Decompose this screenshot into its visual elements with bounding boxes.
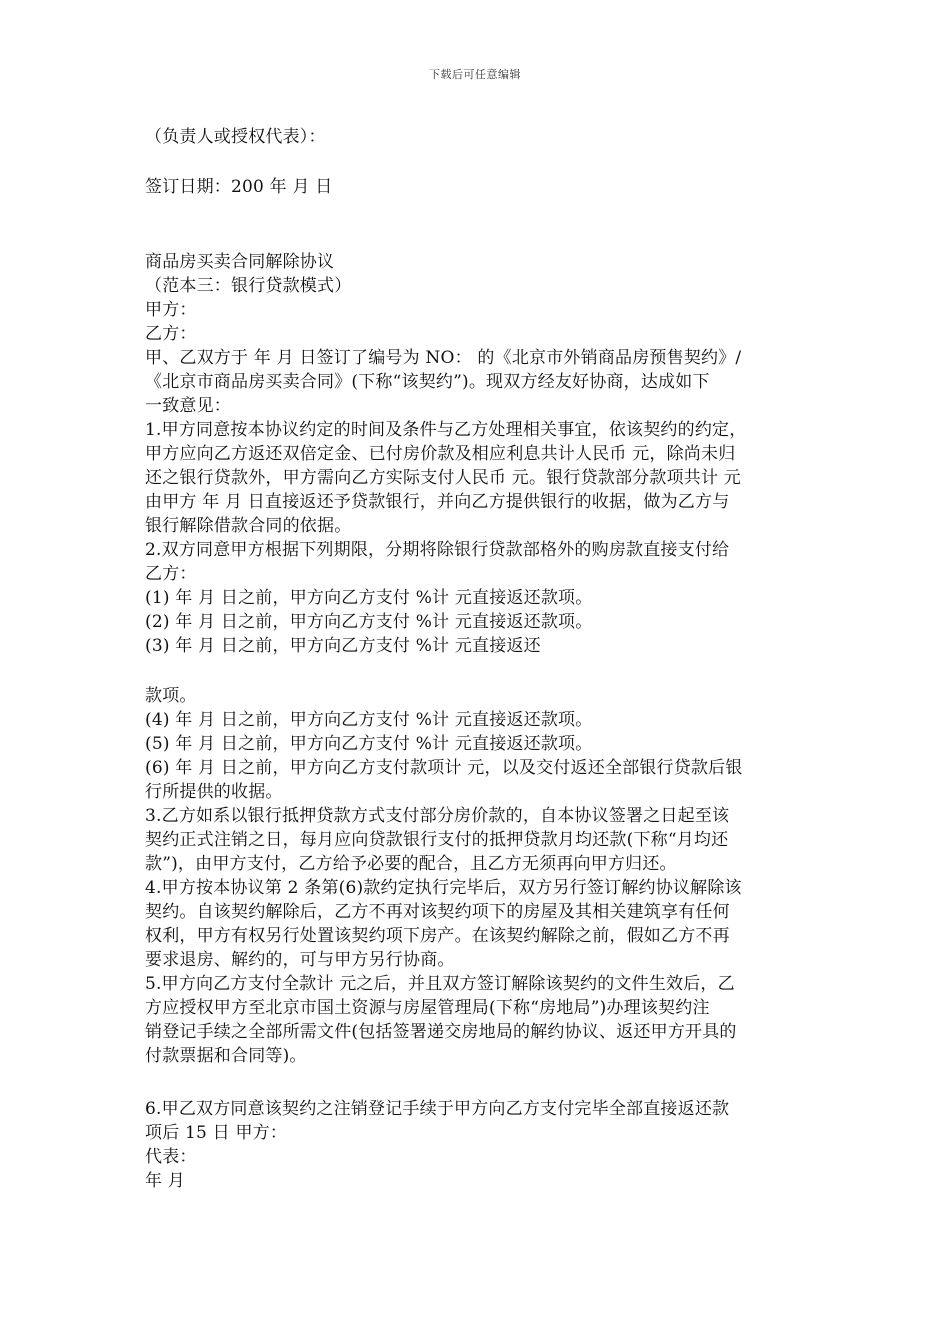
clause-4-line: 4.甲方按本协议第 2 条第(6)款约定执行完毕后，双方另行签订解约协议解除该 [145,878,742,898]
clause-3-line: 3.乙方如系以银行抵押贷款方式支付部分房价款的，自本协议签署之日起至该 [145,806,730,826]
party-b-line: 乙方： [145,324,197,344]
installment-item: (4) 年 月 日之前，甲方向乙方支付 %计 元直接返还款项。 [145,710,593,730]
installment-item: 款项。 [145,686,197,706]
clause-6-line: 项后 15 日 甲方： [145,1123,288,1143]
clause-5-line: 方应授权甲方至北京市国土资源与房屋管理局(下称“房地局”)办理该契约注 [145,998,710,1018]
document-subtitle: （范本三：银行贷款模式） [145,276,352,296]
installment-item: (5) 年 月 日之前，甲方向乙方支付 %计 元直接返还款项。 [145,734,593,754]
date-line: 年 月 [145,1171,186,1191]
installment-item: (3) 年 月 日之前，甲方向乙方支付 %计 元直接返还 [145,636,541,656]
installment-item: (6) 年 月 日之前，甲方向乙方支付款项计 元，以及交付返还全部银行贷款后银 [145,758,743,778]
clause-1-line: 1.甲方同意按本协议约定的时间及条件与乙方处理相关事宜，依该契约的约定， [145,420,747,440]
clause-2-line: 乙方： [145,564,197,584]
document-title: 商品房买卖合同解除协议 [145,252,335,272]
clause-2-line: 2.双方同意甲方根据下列期限，分期将除银行贷款部格外的购房款直接支付给 [145,540,730,560]
clause-6-line: 6.甲乙双方同意该契约之注销登记手续于甲方向乙方支付完毕全部直接返还款 [145,1099,730,1119]
clause-3-line: 契约正式注销之日，每月应向贷款银行支付的抵押贷款月均还款(下称“月均还 [145,830,729,850]
clause-5-line: 销登记手续之全部所需文件(包括签署递交房地局的解约协议、返还甲方开具的 [145,1022,737,1042]
clause-1-line: 银行解除借款合同的依据。 [145,516,352,536]
clause-4-line: 权利，甲方有权另行处置该契约项下房产。在该契约解除之前，假如乙方不再 [145,926,730,946]
clause-5-line: 5.甲方向乙方支付全款计 元之后，并且双方签订解除该契约的文件生效后，乙 [145,974,735,994]
representative-line: 代表： [145,1147,197,1167]
clause-4-line: 契约。自该契约解除后，乙方不再对该契约项下的房屋及其相关建筑享有任何 [145,902,730,922]
installment-item: 行所提供的收据。 [145,782,283,802]
signing-date-line: 签订日期：200 年 月 日 [145,177,333,197]
clause-1-line: 甲方应向乙方返还双倍定金、已付房价款及相应利息共计人民币 元，除尚未归 [145,444,736,464]
clause-3-line: 款”)，由甲方支付，乙方给予必要的配合，且乙方无须再向甲方归还。 [145,854,677,874]
signatory-line: （负责人或授权代表）： [145,127,326,147]
party-a-line: 甲方： [145,300,197,320]
page-header: 下载后可任意编辑 [429,68,521,81]
clause-4-line: 要求退房、解约的，可与甲方另行协商。 [145,950,455,970]
preamble-line: 《北京市商品房买卖合同》(下称“该契约”)。现双方经友好协商，达成如下 [145,372,710,392]
installment-item: (2) 年 月 日之前，甲方向乙方支付 %计 元直接返还款项。 [145,612,593,632]
preamble-line: 一致意见： [145,396,231,416]
clause-1-line: 还之银行贷款外，甲方需向乙方实际支付人民币 元。银行贷款部分款项共计 元 [145,468,742,488]
clause-5-line: 付款票据和合同等)。 [145,1046,307,1066]
installment-item: (1) 年 月 日之前，甲方向乙方支付 %计 元直接返还款项。 [145,588,593,608]
clause-1-line: 由甲方 年 月 日直接返还予贷款银行，并向乙方提供银行的收据，做为乙方与 [145,492,730,512]
preamble-line: 甲、乙双方于 年 月 日签订了编号为 NO： 的《北京市外销商品房预售契约》/ [145,348,742,368]
